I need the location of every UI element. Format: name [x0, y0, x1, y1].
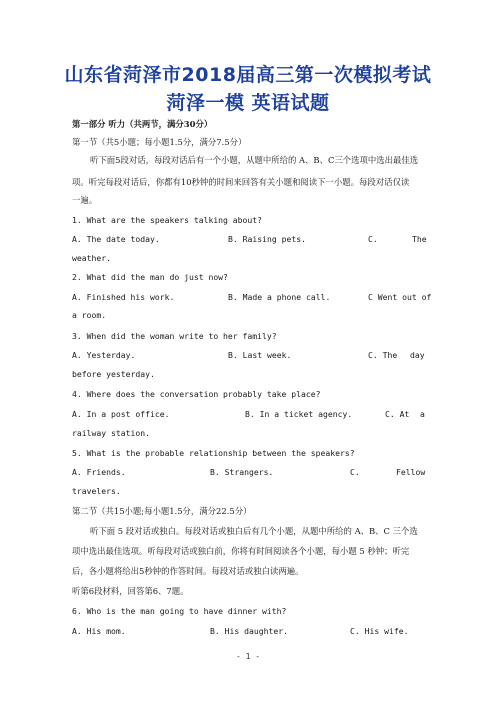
question-6-option-a: A. His mom.	[72, 626, 126, 636]
question-5-option-c: C.	[350, 467, 360, 477]
section1-instruction-line: 项。听完每段对话后，你都有10秒钟的时间来回答有关小题和阅读下一小题。每段对话仅读	[72, 177, 410, 187]
question-1-option-c-cont: The	[412, 234, 427, 244]
section2-instruction-line: 项中选出最佳选项。听每段对话或独白前，你将有时间阅读各个小题，每小题 5 秒钟；听完	[72, 546, 410, 556]
document-subtitle: 菏泽一模 英语试题	[166, 92, 330, 114]
section2-instruction-line: 听下面 5 段对话或独白。每段对话或独白后有几个小题，从题中所给的 A、B、C 三个选	[90, 526, 418, 536]
section1-instruction-line: 一遍。	[72, 195, 98, 205]
question-4-option-c-cont: a	[420, 409, 425, 419]
question-1-option-c-wrap: weather.	[72, 253, 111, 263]
question-2-option-c: C Went out of	[368, 292, 432, 302]
question-3-text: 3. When did the woman write to her family?	[72, 331, 277, 341]
question-1-option-a: A. The date today.	[72, 234, 160, 244]
question-6-text: 6. Who is the man going to have dinner with?	[72, 606, 287, 616]
part-heading: 第一部分 听力（共两节，满分30分）	[72, 119, 213, 129]
question-4-option-a: A. In a post office.	[72, 409, 170, 419]
question-6-option-c: C. His wife.	[350, 626, 409, 636]
question-3-option-a: A. Yesterday.	[72, 350, 136, 360]
section2-heading: 第二节（共15小题;每小题1.5分，满分22.5分）	[72, 506, 252, 516]
page-number: - 1 -	[235, 652, 261, 661]
question-1-option-b: B. Raising pets.	[228, 234, 306, 244]
question-2-option-a: A. Finished his work.	[72, 292, 175, 302]
question-5-option-c-wrap: travelers.	[72, 486, 121, 496]
question-3-option-c-cont: day	[410, 350, 425, 360]
question-4-option-c-wrap: railway station.	[72, 428, 150, 438]
question-4-option-c: C. At	[385, 409, 410, 419]
section2-instruction-line: 后，各小题将给出5秒钟的作答时间。每段对话或独白读两遍。	[72, 566, 304, 576]
question-5-text: 5. What is the probable relationship between the speakers?	[72, 448, 355, 458]
question-3-option-c-wrap: before yesterday.	[72, 369, 155, 379]
section1-heading: 第一节（共5小题；每小题1.5分，满分7.5分）	[72, 137, 247, 147]
material-note: 听第6段材料，回答第6、7题。	[72, 586, 189, 596]
question-5-option-b: B. Strangers.	[210, 467, 274, 477]
question-4-option-b: B. In a ticket agency.	[245, 409, 353, 419]
question-2-option-b: B. Made a phone call.	[228, 292, 331, 302]
document-title: 山东省菏泽市2018届高三第一次模拟考试	[64, 64, 432, 86]
section1-instruction-line: 听下面5段对话，每段对话后有一个小题，从题中所给的 A、B、C三个选项中选出最佳选	[90, 155, 419, 165]
question-1-text: 1. What are the speakers talking about?	[72, 215, 263, 225]
question-5-option-a: A. Friends.	[72, 467, 126, 477]
question-6-option-b: B. His daughter.	[210, 626, 288, 636]
question-5-option-c-cont: Fellow	[396, 467, 426, 477]
question-1-option-c: C.	[368, 234, 378, 244]
question-4-text: 4. Where does the conversation probably take place?	[72, 389, 321, 399]
question-3-option-b: B. Last week.	[228, 350, 292, 360]
question-2-option-c-wrap: a room.	[72, 310, 107, 320]
question-2-text: 2. What did the man do just now?	[72, 272, 228, 282]
question-3-option-c: C. The	[368, 350, 398, 360]
